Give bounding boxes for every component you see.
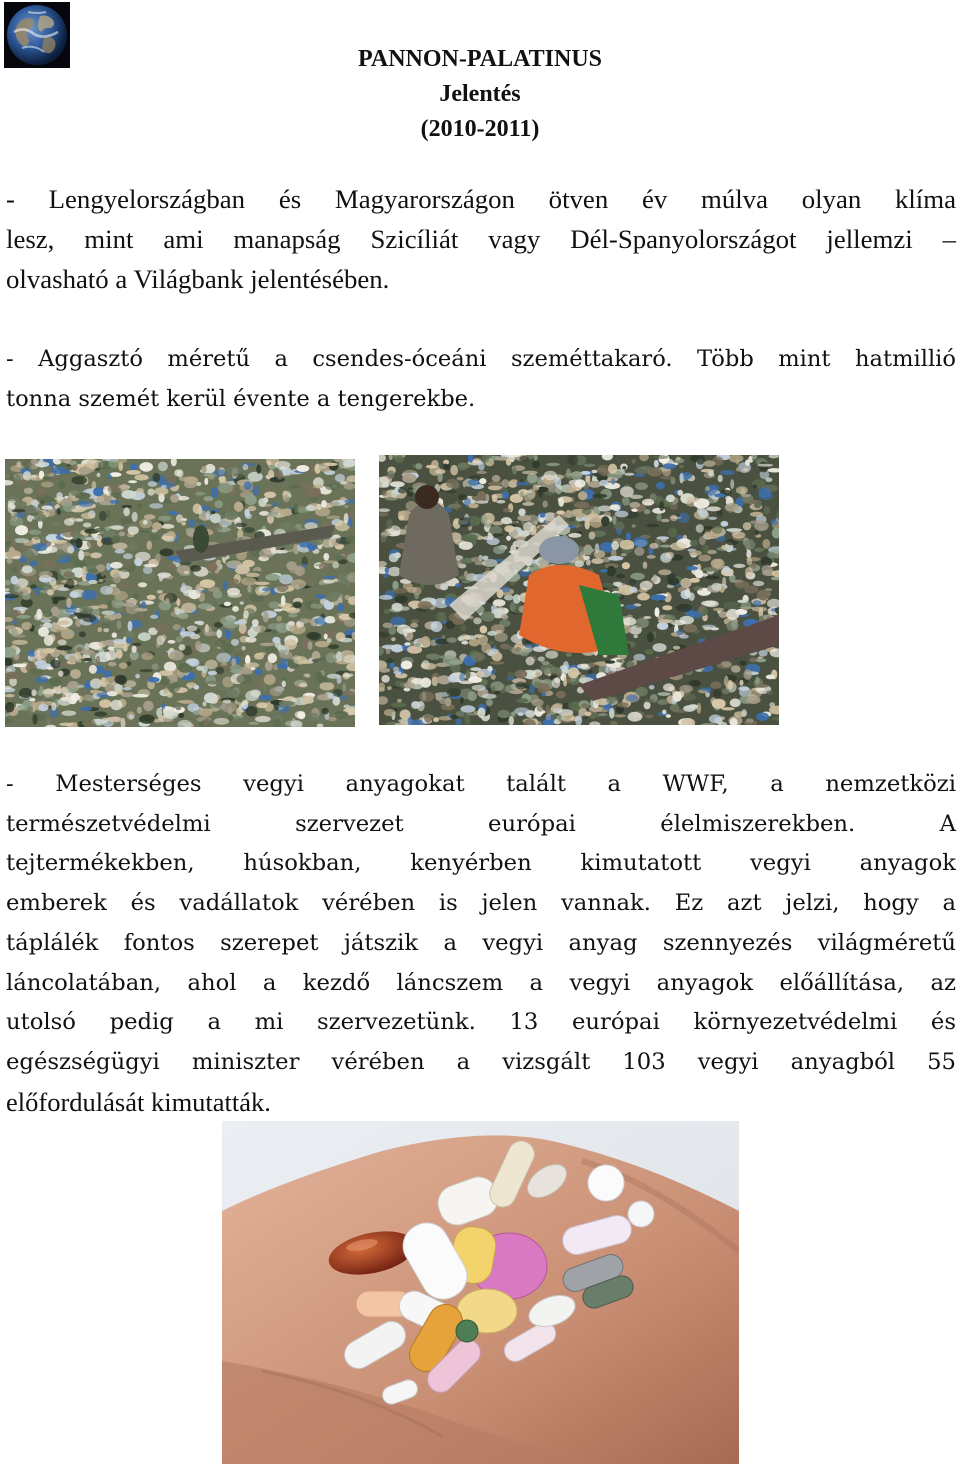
paragraph-climate (6, 179, 956, 299)
report-period: (2010-2011) (420, 116, 540, 142)
text-line: egészségügyi miniszter vérében a vizsgált 103 vegyi anyagból 55 (6, 1048, 956, 1075)
text-line: - Lengyelországban és Magyarországon ötven év múlva olyan klíma (6, 184, 956, 214)
pills-in-hand-photo (222, 1121, 739, 1464)
text-line: - Aggasztó méretű a csendes-óceáni szeméttakaró. Több mint hatmillió (6, 346, 956, 372)
text-line: olvasható a Világbank jelentésében. (6, 264, 390, 294)
text-line: tejtermékekben, húsokban, kenyérben kimutatott vegyi anyagok (6, 850, 956, 877)
text-line: utolsó pedig a mi szervezetünk. 13 európai környezetvédelmi és (6, 1009, 956, 1036)
ocean-garbage-photo (5, 459, 355, 727)
text-line: előfordulását kimutatták. (6, 1086, 271, 1117)
text-line: lesz, mint ami manapság Szicíliát vagy Dél-Spanyolországot jellemzi – (6, 224, 956, 254)
paragraph-chemicals (6, 765, 956, 1122)
paragraph-pacific-garbage (6, 339, 956, 419)
text-line: láncolatában, ahol a kezdő láncszem a vegyi anyagok előállítása, az (6, 969, 956, 996)
text-line: táplálék fontos szerepet játszik a vegyi anyag szennyezés világméretű (6, 929, 956, 956)
garbage-collectors-boat-photo (379, 455, 779, 725)
text-line: természetvédelmi szervezet európai élelmiszerekben. A (6, 810, 956, 837)
text-line: emberek és vadállatok vérében is jelen vannak. Ez azt jelzi, hogy a (6, 890, 956, 917)
text-line: - Mesterséges vegyi anyagokat talált a WWF, a nemzetközi (6, 771, 956, 797)
org-name: PANNON-PALATINUS (358, 46, 602, 72)
text-line: tonna szemét kerül évente a tengerekbe. (6, 386, 476, 412)
document-type: Jelentés (439, 81, 521, 107)
